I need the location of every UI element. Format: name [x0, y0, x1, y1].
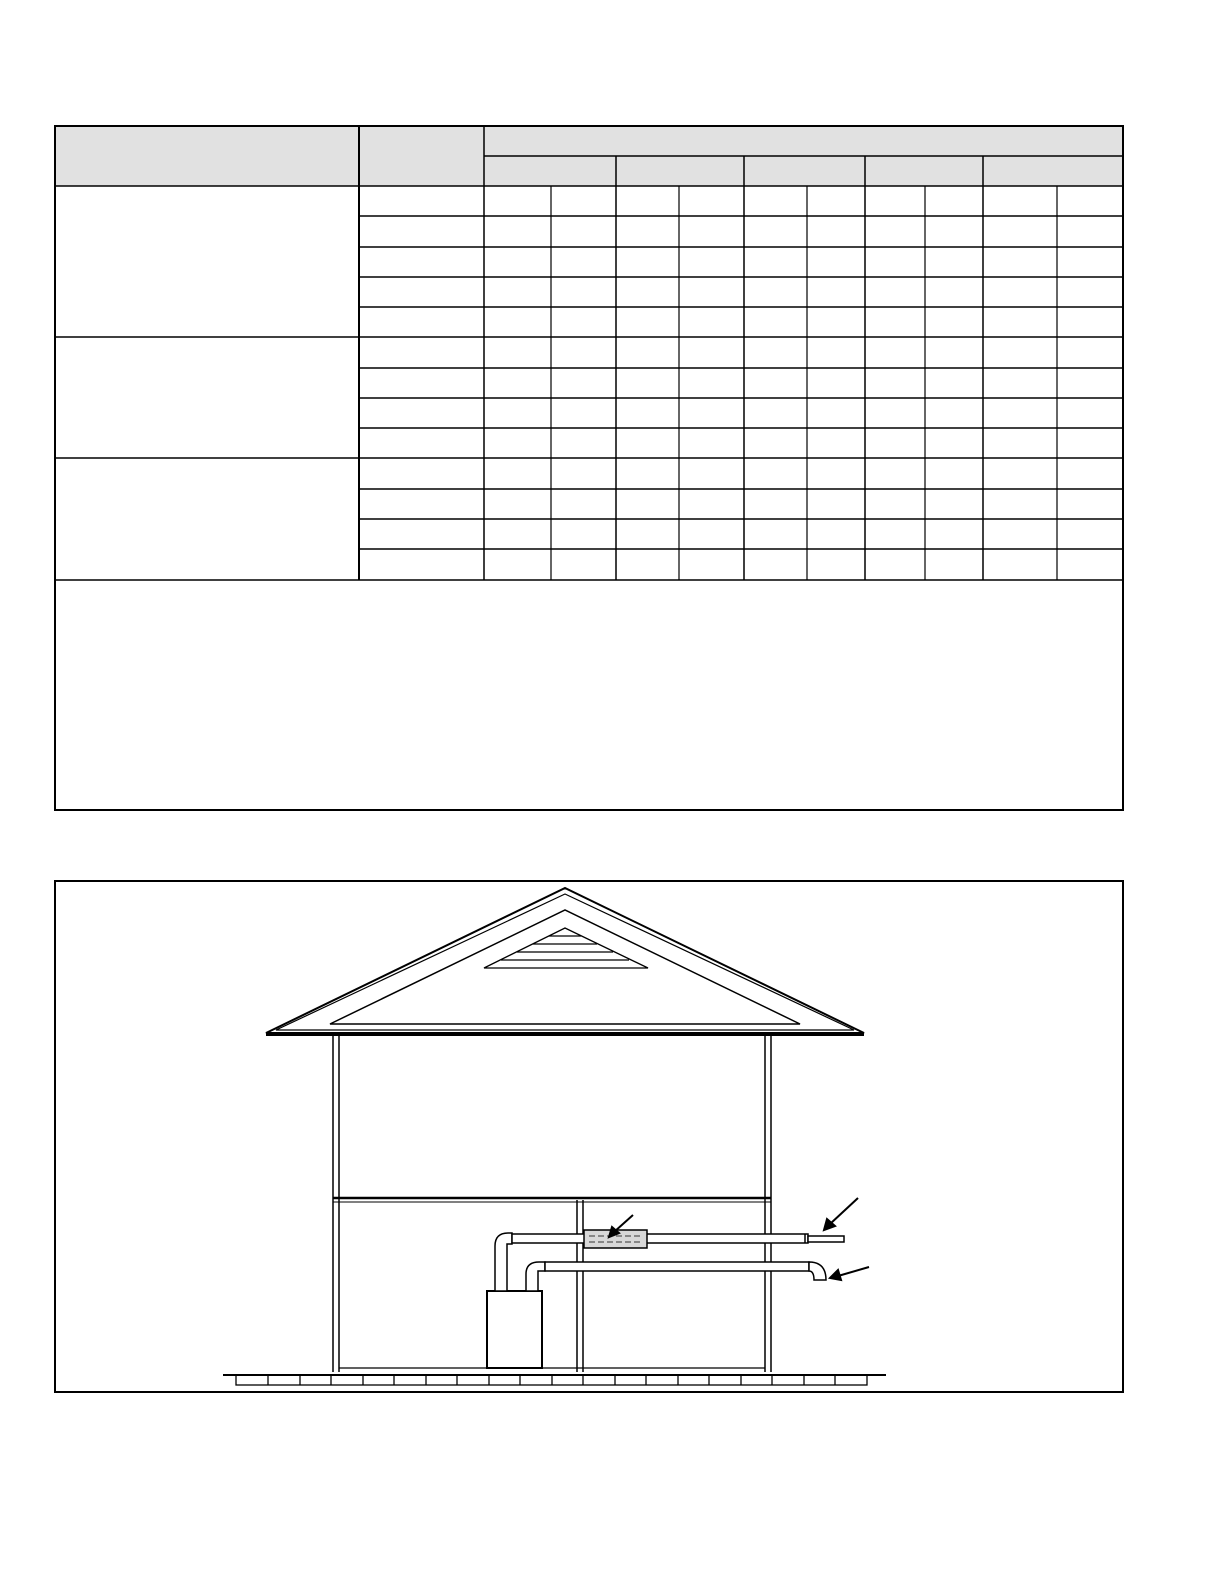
figure-border [55, 881, 1123, 1392]
gable-vent [484, 928, 648, 968]
house-roof [266, 888, 864, 1035]
table-outer-border [55, 126, 1123, 810]
floor-joist [333, 1198, 771, 1202]
specification-table [55, 126, 1123, 810]
ground-foundation [223, 1368, 886, 1385]
table-grid-lines [55, 126, 1123, 580]
house-walls [333, 1035, 771, 1372]
furnace-unit [487, 1291, 542, 1368]
venting-installation-figure [55, 881, 1123, 1392]
lower-vent-pipe [526, 1262, 826, 1291]
